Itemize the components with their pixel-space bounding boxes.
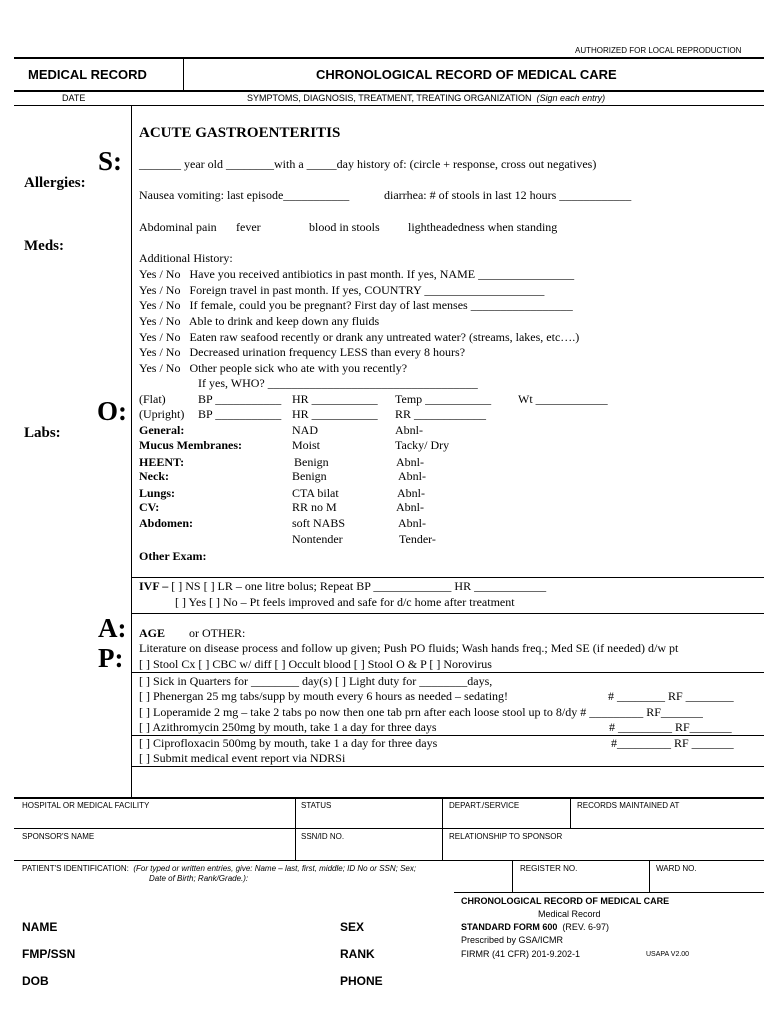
column-header-rule bbox=[14, 105, 764, 106]
history-row[interactable]: Yes / No Have you received antibiotics in past month. If yes, NAME ________________ bbox=[139, 267, 575, 281]
exam-normal[interactable]: Moist bbox=[292, 438, 321, 452]
age-label: AGE bbox=[139, 626, 166, 640]
temp-field[interactable]: Temp ___________ bbox=[395, 392, 492, 406]
loperamide-line[interactable]: [ ] Loperamide 2 mg – take 2 tabs po now then one tab prn after each loose stool up to 8/dy # _________ RF_______ bbox=[139, 705, 703, 719]
upright-bp-field[interactable]: BP ___________ bbox=[198, 407, 282, 421]
history-row[interactable]: Yes / No Able to drink and keep down any fluids bbox=[139, 314, 380, 328]
exam-normal[interactable]: soft NABS bbox=[292, 516, 346, 530]
patient-identification-note: Date of Birth; Rank/Grade.): bbox=[149, 874, 249, 883]
patient-identification-label: PATIENT'S IDENTIFICATION: (For typed or written entries, give: Name – last, first, middle; ID No or SSN; Sex; bbox=[22, 864, 417, 873]
phone-label[interactable]: PHONE bbox=[340, 974, 383, 988]
footer-divider bbox=[512, 860, 513, 892]
exam-normal[interactable]: Benign bbox=[292, 469, 327, 483]
footer-divider bbox=[570, 798, 571, 828]
s-label: S: bbox=[98, 146, 123, 176]
rank-label[interactable]: RANK bbox=[340, 947, 375, 961]
exam-label: General: bbox=[139, 423, 185, 437]
footer-rule bbox=[454, 892, 764, 893]
allergies-label: Allergies: bbox=[24, 175, 86, 191]
standard-form-number: STANDARD FORM 600 (REV. 6-97) bbox=[461, 922, 610, 932]
flat-bp-field[interactable]: BP ___________ bbox=[198, 392, 282, 406]
exam-label: HEENT: bbox=[139, 455, 185, 469]
header-bottom-rule bbox=[14, 90, 764, 92]
sick-in-quarters-line[interactable]: [ ] Sick in Quarters for ________ day(s) [ ] Light duty for ________days, bbox=[139, 674, 493, 688]
ndrsi-line[interactable]: [ ] Submit medical event report via NDRSi bbox=[139, 751, 346, 765]
exam-abnormal[interactable]: Abnl- bbox=[398, 516, 426, 530]
upright-label: (Upright) bbox=[139, 407, 185, 421]
date-column-divider bbox=[131, 105, 132, 797]
exam-abnormal[interactable]: Tender- bbox=[399, 532, 436, 546]
fmp-ssn-label[interactable]: FMP/SSN bbox=[22, 947, 76, 961]
exam-normal[interactable]: NAD bbox=[292, 423, 318, 437]
name-label[interactable]: NAME bbox=[22, 920, 58, 934]
date-column-header: DATE bbox=[62, 93, 86, 103]
exam-label: CV: bbox=[139, 500, 160, 514]
exam-label: Mucus Membranes: bbox=[139, 438, 242, 452]
exam-abnormal[interactable]: Abnl- bbox=[398, 469, 426, 483]
yes-no-choice: Yes / No bbox=[139, 330, 181, 344]
phenergan-rx-fields[interactable]: # ________ RF ________ bbox=[608, 689, 734, 703]
records-maintained-field-label[interactable]: RECORDS MAINTAINED AT bbox=[577, 801, 680, 810]
footer-divider bbox=[649, 860, 650, 892]
flat-hr-field[interactable]: HR ___________ bbox=[292, 392, 378, 406]
exam-abnormal[interactable]: Abnl- bbox=[395, 423, 423, 437]
dob-label[interactable]: DOB bbox=[22, 974, 49, 988]
yes-no-choice: Yes / No bbox=[139, 267, 181, 281]
exam-normal[interactable]: RR no M bbox=[292, 500, 337, 514]
yes-no-choice: Yes / No bbox=[139, 283, 181, 297]
yes-no-choice: Yes / No bbox=[139, 314, 181, 328]
footer-rule bbox=[14, 860, 764, 861]
other-exam-label: Other Exam: bbox=[139, 549, 207, 563]
form-left-title: MEDICAL RECORD bbox=[28, 67, 147, 82]
diarrhea-line[interactable]: diarrhea: # of stools in last 12 hours ____________ bbox=[384, 188, 632, 202]
symptom-lightheadedness[interactable]: lightheadedness when standing bbox=[408, 220, 558, 234]
history-row[interactable]: Yes / No If female, could you be pregnant? First day of last menses _________________ bbox=[139, 298, 573, 312]
footer-top-rule bbox=[14, 797, 764, 799]
assessment-line[interactable] bbox=[139, 626, 245, 641]
prescribed-by: Prescribed by GSA/ICMR bbox=[461, 935, 564, 945]
literature-line: Literature on disease process and follow up given; Push PO fluids; Wash hands freq.; Med SE (if needed) d/w pt bbox=[139, 641, 679, 655]
ivf-rule bbox=[131, 613, 764, 614]
ivf-response-line[interactable]: [ ] Yes [ ] No – Pt feels improved and safe for d/c home after treatment bbox=[175, 595, 515, 609]
usapa-version: USAPA V2.00 bbox=[646, 951, 690, 958]
footer-divider bbox=[442, 798, 443, 860]
symptoms-column-header: SYMPTOMS, DIAGNOSIS, TREATMENT, TREATING ORGANIZATION (Sign each entry) bbox=[247, 93, 606, 103]
other-exam-rule bbox=[131, 577, 764, 578]
history-row[interactable]: Yes / No Eaten raw seafood recently or drank any untreated water? (streams, lakes, etc….) bbox=[139, 330, 580, 344]
ssn-id-field-label[interactable]: SSN/ID NO. bbox=[301, 832, 345, 841]
flat-label: (Flat) bbox=[139, 392, 166, 406]
ward-no-field-label[interactable]: WARD NO. bbox=[656, 864, 697, 873]
relationship-field-label[interactable]: RELATIONSHIP TO SPONSOR bbox=[449, 832, 563, 841]
symptom-fever[interactable]: fever bbox=[236, 220, 261, 234]
footer-rule bbox=[14, 828, 764, 829]
hospital-field-label[interactable]: HOSPITAL OR MEDICAL FACILITY bbox=[22, 801, 150, 810]
footer-form-subtitle: Medical Record bbox=[538, 909, 601, 919]
yes-no-choice: Yes / No bbox=[139, 298, 181, 312]
plan-rule bbox=[131, 672, 764, 673]
exam-label: Lungs: bbox=[139, 486, 176, 500]
history-row[interactable]: Yes / No Decreased urination frequency LESS than every 8 hours? bbox=[139, 345, 466, 359]
plan-rule bbox=[131, 766, 764, 767]
footer-divider bbox=[295, 798, 296, 860]
exam-normal[interactable]: Nontender bbox=[292, 532, 343, 546]
exam-label: Abdomen: bbox=[139, 516, 194, 530]
firmr-reference: FIRMR (41 CFR) 201-9.202-1 bbox=[461, 949, 581, 959]
labs-label: Labs: bbox=[24, 425, 61, 441]
symptom-blood-in-stools[interactable]: blood in stools bbox=[309, 220, 380, 234]
header-top-rule bbox=[14, 57, 764, 59]
exam-label: Neck: bbox=[139, 469, 169, 483]
sex-label[interactable]: SEX bbox=[340, 920, 365, 934]
exam-normal[interactable]: CTA bilat bbox=[292, 486, 339, 500]
authorized-note: AUTHORIZED FOR LOCAL REPRODUCTION bbox=[575, 46, 742, 55]
ciprofloxacin-line[interactable]: [ ] Ciprofloxacin 500mg by mouth, take 1 a day for three days bbox=[139, 736, 438, 750]
additional-history-label: Additional History: bbox=[139, 251, 233, 265]
or-other-label: or OTHER: bbox=[189, 626, 246, 640]
meds-label: Meds: bbox=[24, 238, 64, 254]
exam-abnormal[interactable]: Abnl- bbox=[396, 455, 424, 469]
history-line[interactable]: _______ year old ________with a _____day history of: (circle + response, cross out negatives) bbox=[139, 157, 597, 171]
exam-abnormal[interactable]: Tacky/ Dry bbox=[395, 438, 450, 452]
ciprofloxacin-rx-fields[interactable]: #_________ RF _______ bbox=[611, 736, 734, 750]
exam-abnormal[interactable]: Abnl- bbox=[397, 486, 425, 500]
register-no-field-label[interactable]: REGISTER NO. bbox=[520, 864, 578, 873]
yes-no-choice: Yes / No bbox=[139, 345, 181, 359]
diagnosis-title: ACUTE GASTROENTERITIS bbox=[139, 125, 341, 141]
ivf-line[interactable]: IVF – [ ] NS [ ] LR – one litre bolus; Repeat BP _____________ HR ____________ bbox=[139, 579, 547, 593]
exam-abnormal[interactable]: Abnl- bbox=[396, 500, 424, 514]
exam-normal[interactable]: Benign bbox=[294, 455, 329, 469]
footer-form-title: CHRONOLOGICAL RECORD OF MEDICAL CARE bbox=[461, 896, 670, 906]
sponsor-name-field-label[interactable]: SPONSOR'S NAME bbox=[22, 832, 95, 841]
symptom-abdominal-pain[interactable]: Abdominal pain bbox=[139, 220, 217, 234]
upright-hr-field[interactable]: HR ___________ bbox=[292, 407, 378, 421]
ivf-label: IVF – bbox=[139, 579, 169, 593]
form-title: CHRONOLOGICAL RECORD OF MEDICAL CARE bbox=[316, 67, 617, 82]
depart-service-field-label[interactable]: DEPART./SERVICE bbox=[449, 801, 520, 810]
rr-field[interactable]: RR ____________ bbox=[395, 407, 487, 421]
nausea-vomiting-line[interactable]: Nausea vomiting: last episode___________ bbox=[139, 188, 350, 202]
lab-orders-line[interactable]: [ ] Stool Cx [ ] CBC w/ diff [ ] Occult blood [ ] Stool O & P [ ] Norovirus bbox=[139, 657, 492, 671]
phenergan-line[interactable]: [ ] Phenergan 25 mg tabs/supp by mouth every 6 hours as needed – sedating! bbox=[139, 689, 509, 703]
history-row[interactable]: Yes / No Other people sick who ate with you recently? bbox=[139, 361, 408, 375]
status-field-label[interactable]: STATUS bbox=[301, 801, 332, 810]
history-row[interactable]: Yes / No Foreign travel in past month. If yes, COUNTRY ____________________ bbox=[139, 283, 545, 297]
sign-note: (Sign each entry) bbox=[536, 93, 606, 103]
yes-no-choice: Yes / No bbox=[139, 361, 181, 375]
header-divider bbox=[183, 58, 184, 90]
weight-field[interactable]: Wt ____________ bbox=[518, 392, 608, 406]
if-yes-who-line[interactable]: If yes, WHO? ___________________________________ bbox=[198, 376, 478, 390]
azithromycin-line[interactable]: [ ] Azithromycin 250mg by mouth, take 1 a day for three days bbox=[139, 720, 437, 734]
azithromycin-rx-fields[interactable]: # _________ RF_______ bbox=[609, 720, 732, 734]
p-label: P: bbox=[98, 643, 124, 673]
a-label: A: bbox=[98, 613, 127, 643]
o-label: O: bbox=[97, 396, 127, 426]
